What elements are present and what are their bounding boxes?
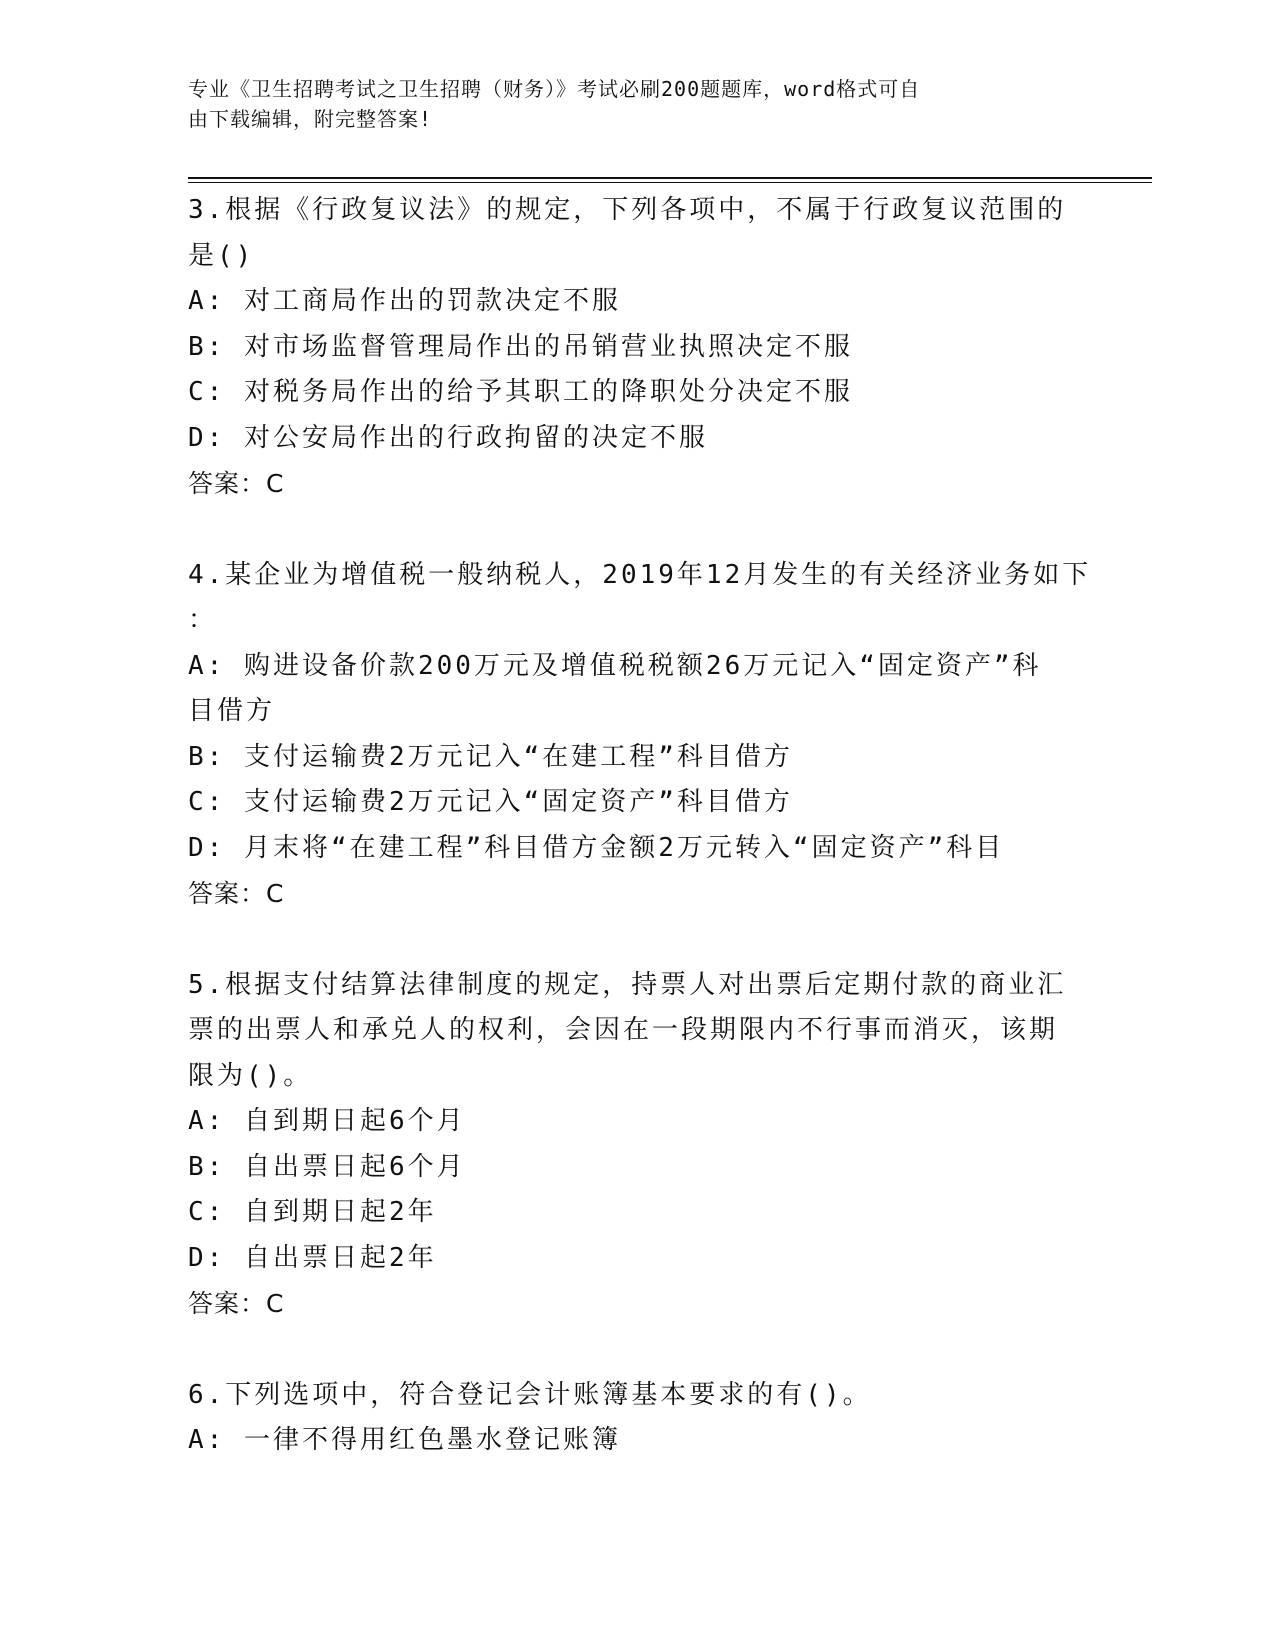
document-header [188,74,1068,134]
option-line: 目借方 [188,696,276,726]
header-line-1: 专业《卫生招聘考试之卫生招聘（财务）》考试必刷200题题库，word格式可自 [188,77,921,101]
question-stem-line: 6.下列选项中，符合登记会计账簿基本要求的有()。 [188,1379,872,1410]
answer-line: 答案：C [188,469,285,498]
option-line: B: 支付运输费2万元记入“在建工程”科目借方 [188,741,793,772]
question-stem-line: 票的出票人和承兑人的权利，会因在一段期限内不行事而消灭，该期 [188,1015,1059,1045]
option-line: A: 购进设备价款200万元及增值税税额26万元记入“固定资产”科 [188,650,1042,681]
option-line: A: 自到期日起6个月 [188,1106,466,1136]
question-stem-line: 4.某企业为增值税一般纳税人，2019年12月发生的有关经济业务如下 [188,559,1092,590]
header-divider-thick [188,177,1152,179]
option-line: C: 对税务局作出的给予其职工的降职处分决定不服 [188,377,853,407]
question-block [188,1373,1088,1464]
question-block [188,188,1088,507]
option-line: A: 对工商局作出的罚款决定不服 [188,286,621,316]
option-line: B: 自出票日起6个月 [188,1151,466,1182]
header-divider-thin [188,182,1152,183]
question-list [188,188,1092,1464]
question-stem-line: ： [188,605,218,635]
answer-line: 答案：C [188,1289,285,1318]
question-block [188,963,1088,1327]
option-line: D: 月末将“在建工程”科目借方金额2万元转入“固定资产”科目 [188,832,1005,863]
header-line-2: 由下载编辑，附完整答案! [188,107,433,131]
option-line: A: 一律不得用红色墨水登记账簿 [188,1425,621,1455]
answer-line: 答案：C [188,879,285,908]
question-block [188,553,1092,917]
option-line: B: 对市场监督管理局作出的吊销营业执照决定不服 [188,331,853,362]
option-line: D: 自出票日起2年 [188,1242,437,1273]
option-line: C: 支付运输费2万元记入“固定资产”科目借方 [188,787,793,817]
question-stem-line: 3.根据《行政复议法》的规定，下列各项中，不属于行政复议范围的 [188,195,1067,225]
question-stem-line: 5.根据支付结算法律制度的规定，持票人对出票后定期付款的商业汇 [188,969,1067,1000]
question-stem-line: 是() [188,240,255,271]
option-line: D: 对公安局作出的行政拘留的决定不服 [188,422,708,453]
option-line: C: 自到期日起2年 [188,1197,437,1227]
question-stem-line: 限为()。 [188,1060,313,1091]
